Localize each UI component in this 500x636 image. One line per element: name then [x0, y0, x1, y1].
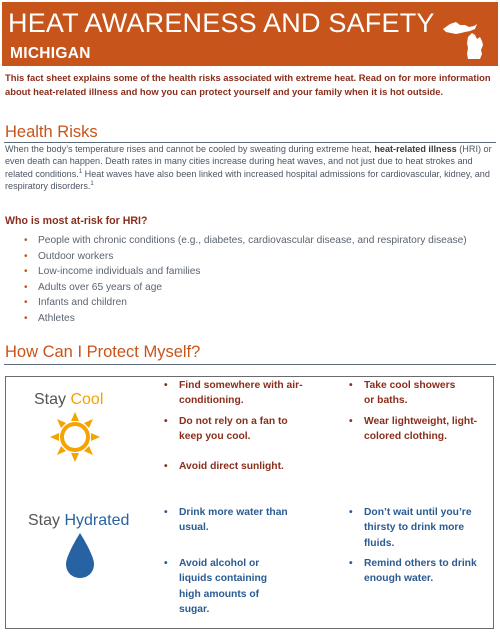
health-risks-heading: Health Risks: [5, 123, 98, 141]
header-banner: [2, 2, 498, 66]
stay-cool-label: Stay Cool: [34, 391, 104, 408]
list-item: • Avoid direct sunlight.: [164, 461, 284, 472]
section-divider: [4, 364, 496, 365]
sun-icon: [50, 412, 100, 462]
list-item: • Take cool showers or baths.: [349, 380, 456, 407]
page-subtitle: MICHIGAN: [10, 45, 91, 62]
list-item: • Avoid alcohol or liquids containing high amounts of sugar.: [164, 558, 268, 616]
intro-text: This fact sheet explains some of the health risks associated with extreme heat. Read on for more information about heat-related illness and how you can protect yourself and your family when it is hot outside.: [5, 72, 491, 97]
page-title: HEAT AWARENESS AND SAFETY: [8, 8, 435, 38]
list-item: • Don’t wait until you’re thirsty to drink more fluids.: [349, 507, 472, 549]
health-risks-paragraph: When the body’s temperature rises and cannot be cooled by sweating during extreme heat, heat-related illness (HRI) or even death can happen. Death rates in many cities increase during heat waves, and not just due to heat strokes and related conditions.$^1$ Heat waves have also been linked with increased hospital admissions for cardiovascular, kidney, and respiratory disorders.$^1$: [5, 144, 492, 192]
list-item: • Drink more water than usual.: [164, 507, 288, 534]
list-item: • Low-income individuals and families: [24, 266, 201, 278]
list-item: • Do not rely on a fan to keep you cool.: [164, 416, 288, 443]
at-risk-heading: Who is most at-risk for HRI?: [5, 215, 148, 227]
list-item: • Remind others to drink enough water.: [349, 558, 477, 585]
stay-hydrated-label: Stay Hydrated: [28, 512, 130, 529]
michigan-map-icon: [441, 17, 491, 61]
list-item: • Wear lightweight, light-colored clothing.: [349, 416, 478, 443]
list-item: • Find somewhere with air-conditioning.: [164, 380, 303, 407]
list-item: • Outdoor workers: [24, 250, 114, 262]
list-item: • Infants and children: [24, 297, 127, 309]
water-drop-icon: [65, 533, 95, 579]
list-item: • Athletes: [24, 312, 75, 324]
list-item: • Adults over 65 years of age: [24, 281, 163, 293]
list-item: • People with chronic conditions (e.g., diabetes, cardiovascular disease, and respiratory disease): [24, 235, 467, 246]
protect-heading: How Can I Protect Myself?: [5, 343, 201, 361]
at-risk-list: [24, 233, 467, 327]
